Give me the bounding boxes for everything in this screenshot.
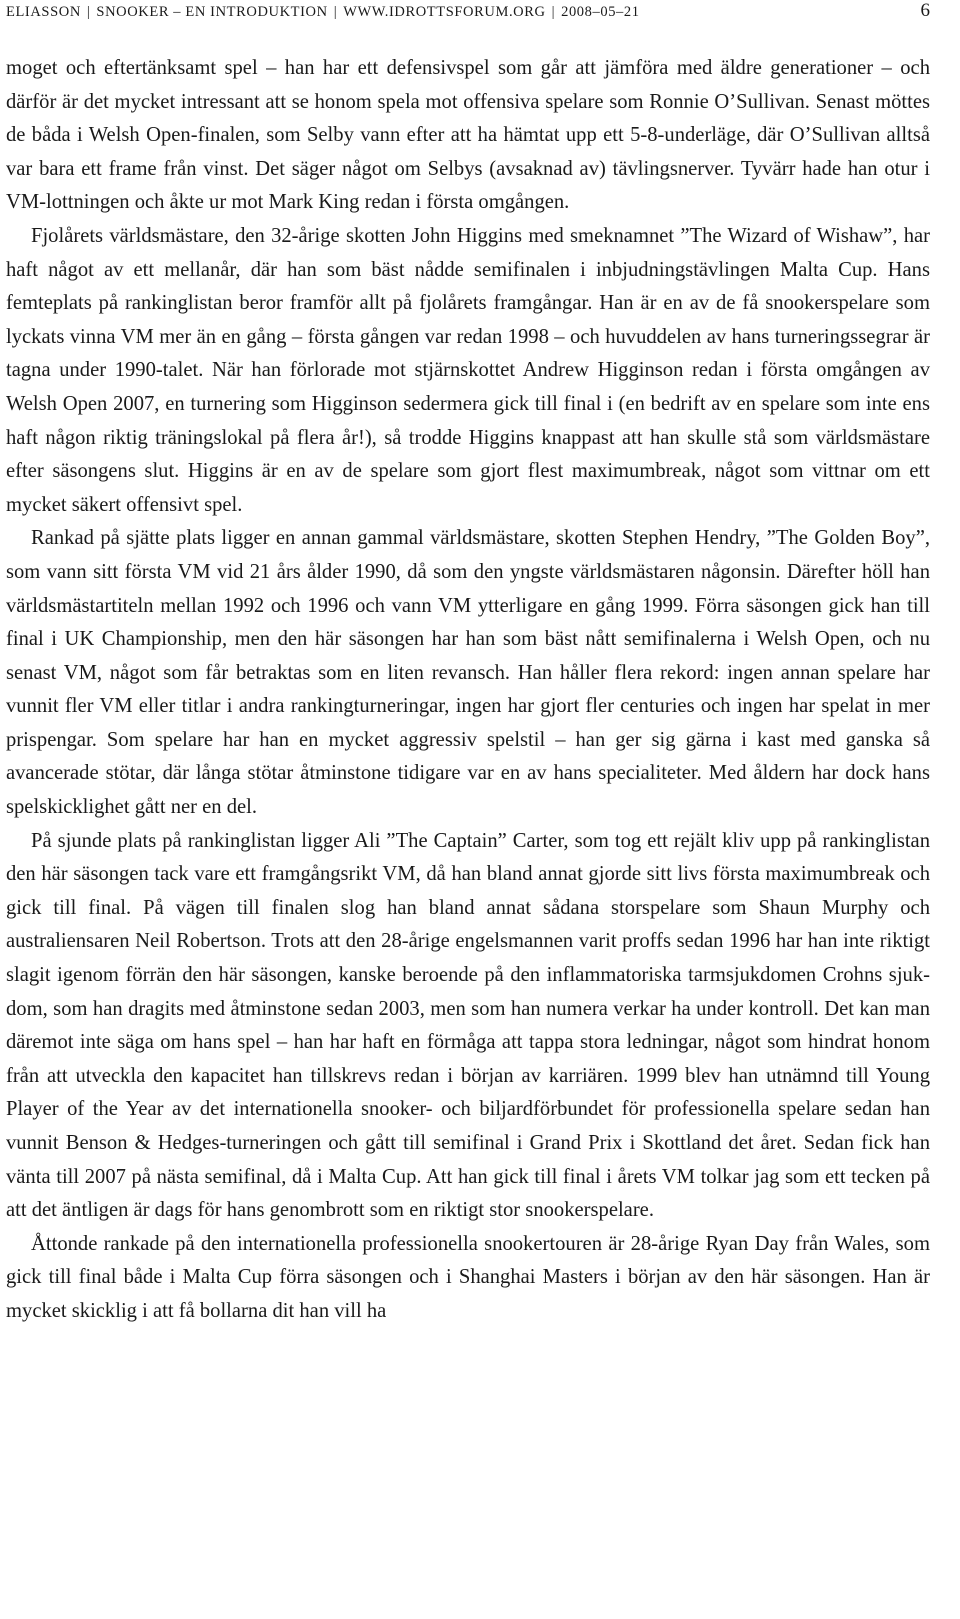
header-separator: |	[86, 4, 91, 20]
paragraph-day: Åttonde rankade på den internationella professionella snookertouren är 28-årige Ryan Day från Wales, som gick till final både i Malta Cup förra säsongen och i Shanghai Masters i början av den här säsongen. Han är mycket skicklig i att få bollarna dit han vill ha	[6, 1232, 930, 1322]
paragraph-hendry: Rankad på sjätte plats ligger en annan gammal världsmästare, skotten Stephen Hendry, ”The Golden Boy”, som vann sitt första VM vid 21 års ålder 1990, då som den yngste världsmästaren någonsin. Därefter höll han världsmästartiteln mellan 1992 och 1996 och vann VM ytterligare en gång 1999. Förra säsongen gick han till final i UK Championship, men den här säsongen har han som bäst nått semifinalerna i Welsh Open, och nu senast VM, något som får betraktas som en liten revansch. Han håller flera rekord: ingen annan spelare har vunnit fler VM eller titlar i andra rankingturneringar, ingen har gjort fler centuries och ingen har spelat in mer prispengar. Som spelare har han en mycket aggressiv spelstil – han ger sig gärna i kast med ganska så avancerade stötar, där långa stötar åtminstone tidigare var en av hans specialiteter. Med åldern har dock hans spelskicklighet gått ner en del.	[6, 527, 930, 819]
article-body	[6, 52, 930, 1329]
running-header	[6, 0, 930, 30]
header-date: 2008–05–21	[561, 4, 640, 20]
header-separator: |	[551, 4, 556, 20]
paragraph-carter: På sjunde plats på rankinglistan ligger Ali ”The Captain” Carter, som tog ett rejält kliv upp på rankinglistan den här säsongen tack vare ett framgångsrikt VM, då han bland annat gjorde sitt livs första maximumbreak och gick till final. På vägen till finalen slog han bland annat sådana storspelare som Shaun Murphy och australiensaren Neil Robertson. Trots att den 28-årige engelsmannen varit proffs sedan 1996 har han inte riktigt slagit igenom förrän den här säsongen, kanske beroende på den inflammatoriska tarmsjukdomen Crohns sjukdom, som han dragits med åtminstone sedan 2003, men som han numera verkar ha under kontroll. Det kan man däremot inte säga om hans spel – han har haft en förmåga att tappa stora ledningar, något som hindrat honom från att utveckla den kapacitet han tillskrevs redan i början av karriären. 1999 blev han utnämnd till Young Player of the Year av det internationella snooker- och biljardförbundet för professionella spelare sedan han vunnit Benson & Hedges-turneringen och gått till semifinal i Grand Prix i Skottland det året. Sedan fick han vänta till 2007 på nästa semifinal, då i Malta Cup. Att han gick till final i årets VM tolkar jag som ett tecken på att det äntligen är dags för hans genombrott som en riktigt stor snookerspelare.	[6, 829, 930, 1222]
header-author: ELIASSON	[6, 4, 81, 20]
header-title: SNOOKER – EN INTRODUKTION	[96, 4, 328, 20]
header-separator: |	[333, 4, 338, 20]
running-header-text	[6, 1, 640, 23]
page-number: 6	[920, 0, 930, 21]
paragraph-selby-continued: moget och eftertänksamt spel – han har ett defensivspel som går att jämföra med äldre generationer – och därför är det mycket intressant att se honom spela mot offensiva spelare som Ronnie O’Sullivan. Senast möttes de båda i Welsh Open-finalen, som Selby vann efter att ha hämtat upp ett 5-8-underläge, där O’Sullivan alltså var bara ett frame från vinst. Det säger något om Selbys (avsaknad av) tävlingsnerver. Tyvärr hade han otur i VM-lottningen och åkte ur mot Mark King redan i första omgången.	[6, 57, 930, 214]
paragraph-higgins: Fjolårets världsmästare, den 32-årige skotten John Higgins med smeknamnet ”The Wizard of Wishaw”, har haft något av ett mellanår, där han som bäst nådde semifinalen i inbjudningstävlingen Malta Cup. Hans femteplats på rankinglistan beror framför allt på fjolårets framgångar. Han är en av de få snookerspelare som lyckats vinna VM mer än en gång – första gången var redan 1998 – och huvuddelen av hans turneringssegrar är tagna under 1990-talet. När han förlorade mot stjärnskottet Andrew Higginson redan i första omgången av Welsh Open 2007, en turnering som Higginson sedermera gick till final i (en bedrift av en spelare som inte ens haft någon riktig träningslokal på flera år!), så trodde Higgins knappast att han skulle stå som världsmästare efter säsongens slut. Higgins är en av de spelare som gjort flest maximumbreak, något som vittnar om ett mycket säkert offensivt spel.	[6, 224, 930, 516]
header-site: WWW.IDROTTSFORUM.ORG	[343, 4, 546, 20]
